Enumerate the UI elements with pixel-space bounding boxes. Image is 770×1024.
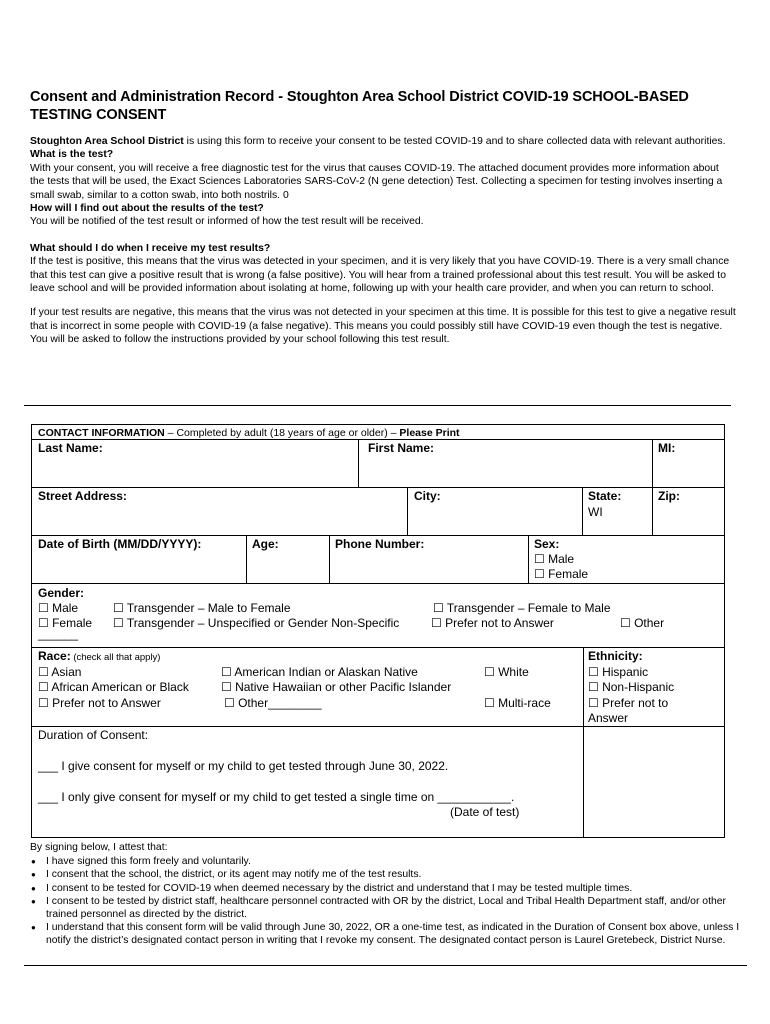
last-name-field[interactable]: [32, 455, 358, 486]
attestation-item: ● I have signed this form freely and voluntarily.: [46, 855, 742, 868]
consent-single-time-option[interactable]: ___ I only give consent for myself or my child to get tested a single time on ___________.: [38, 790, 515, 804]
phone-number-field[interactable]: [330, 551, 528, 582]
first-name-field[interactable]: [359, 455, 652, 486]
sex-option-male[interactable]: ☐ Male: [534, 552, 575, 566]
gender-option-mtf[interactable]: ☐ Transgender – Male to Female: [113, 601, 291, 615]
attestation-section: [30, 841, 742, 948]
contact-information-form: [31, 424, 725, 838]
answer-what-is-test: With your consent, you will receive a free diagnostic test for the virus that causes COVID-19. The attached document provides more information about the tests that will be used, the Exact Sciences Laboratories SARS-CoV-2 (N gene detection) Test. Collecting a specimen for testing involves inserting a small swab, similar to a cotton swab, into both nostrils. 0: [30, 162, 723, 201]
sex-label: Sex:: [534, 537, 560, 551]
attestation-item: ● I consent to be tested for COVID-19 when deemed necessary by the district and understand that I may be tested multiple times.: [46, 882, 742, 895]
gender-option-other[interactable]: ☐ Other: [620, 616, 665, 630]
attestation-intro: By signing below, I attest that:: [30, 842, 168, 853]
gender-label: Gender:: [38, 586, 85, 600]
ethnicity-label: Ethnicity:: [588, 649, 643, 663]
age-label: Age:: [252, 537, 279, 551]
zip-field[interactable]: [653, 503, 724, 534]
state-label: State:: [588, 489, 622, 503]
date-of-birth-label: Date of Birth (MM/DD/YYYY):: [38, 537, 202, 551]
ethnicity-option-hispanic[interactable]: ☐ Hispanic: [588, 665, 649, 679]
race-option-multi[interactable]: ☐ Multi-race: [484, 696, 551, 710]
phone-number-label: Phone Number:: [335, 537, 425, 551]
age-field[interactable]: [247, 551, 329, 582]
intro-section: [30, 135, 736, 347]
consent-through-june-option[interactable]: ___ I give consent for myself or my child to get tested through June 30, 2022.: [38, 759, 449, 773]
race-option-white[interactable]: ☐ White: [484, 665, 529, 679]
gender-option-male[interactable]: ☐ Male: [38, 601, 79, 615]
gender-option-ftm[interactable]: ☐ Transgender – Female to Male: [433, 601, 611, 615]
sex-option-female[interactable]: ☐ Female: [534, 567, 589, 581]
ethnicity-option-prefer-not[interactable]: ☐ Prefer not to: [588, 696, 669, 710]
answer-find-out-results: You will be notified of the test result or informed of how the test result will be received.: [30, 216, 424, 228]
district-paragraph: [30, 135, 736, 148]
race-option-hawaiian[interactable]: ☐ Native Hawaiian or other Pacific Islander: [221, 680, 452, 694]
race-option-prefer-not[interactable]: ☐ Prefer not to Answer: [38, 696, 161, 710]
district-text: is using this form to receive your consent to be tested COVID-19 and to share collected data with relevant authorities.: [183, 136, 726, 147]
last-name-label: Last Name:: [38, 441, 103, 455]
ethnicity-option-non-hispanic[interactable]: ☐ Non-Hispanic: [588, 680, 675, 694]
race-option-asian[interactable]: ☐ Asian: [38, 665, 82, 679]
gender-option-unspecified[interactable]: ☐ Transgender – Unspecified or Gender Non-Specific: [113, 616, 400, 630]
gender-option-female[interactable]: ☐ Female: [38, 616, 93, 630]
attestation-item: ● I understand that this consent form will be valid through June 30, 2022, OR a one-time test, as indicated in the Duration of Consent box above, unless I notify the district’s designated contact person in writing that I revoke my consent. The designated contact person is Laurel Gretebeck, District Nurse.: [46, 921, 742, 947]
answer-positive-results: If the test is positive, this means that the virus was detected in your specimen, and it is very likely that you have COVID-19. There is a very small chance that this test can give a positive result that is wrong (a false positive). You will hear from a trained professional about this test result. You will be asked to leave school and will be provided information about isolating at home, following up with your health care provider, and when you can return to school.: [30, 256, 730, 295]
section-divider-top: [24, 405, 731, 406]
answer-negative-results: If your test results are negative, this means that the virus was not detected in your specimen at this time. It is possible for this test to give a negative result that is incorrect in some people with COVID-19 (a false negative). This means you could possibly still have COVID-19 even though the test is negative. You will be asked to follow the instructions provided by your school following this test result.: [30, 307, 736, 346]
city-label: City:: [414, 489, 441, 503]
mi-field[interactable]: [653, 455, 724, 486]
mi-label: MI:: [658, 441, 676, 455]
contact-info-header: CONTACT INFORMATION – Completed by adult (18 years of age or older) – Please Print: [38, 427, 460, 439]
district-name: Stoughton Area School District: [30, 136, 184, 147]
race-option-other[interactable]: ☐ Other________: [224, 696, 322, 710]
question-find-out-results: How will I find out about the results of the test?: [30, 203, 264, 215]
duration-of-consent-label: Duration of Consent:: [38, 728, 149, 742]
question-what-is-test: What is the test?: [30, 149, 114, 161]
street-address-field[interactable]: [32, 503, 407, 534]
gender-other-blank[interactable]: ______: [38, 627, 79, 641]
street-address-label: Street Address:: [38, 489, 127, 503]
ethnicity-option-answer: Answer: [588, 711, 629, 725]
form-title: Consent and Administration Record - Stoughton Area School District COVID-19 SCHOOL-BASED TESTING CONSENT: [30, 89, 689, 123]
zip-label: Zip:: [658, 489, 680, 503]
date-of-birth-field[interactable]: [32, 551, 246, 582]
attestation-list: [30, 855, 742, 947]
section-divider-bottom: [24, 965, 747, 966]
first-name-label: First Name:: [368, 441, 435, 455]
gender-option-prefer-not[interactable]: ☐ Prefer not to Answer: [431, 616, 554, 630]
attestation-item: ● I consent to be tested by district staff, healthcare personnel contracted with OR by the district, Local and Tribal Health Department staff, and/or other trained personnel as directed by the district.: [46, 895, 742, 921]
date-of-test-caption: (Date of test): [450, 805, 520, 819]
city-field[interactable]: [408, 503, 582, 534]
state-value[interactable]: WI: [588, 505, 603, 519]
race-option-native[interactable]: ☐ American Indian or Alaskan Native: [221, 665, 418, 679]
attestation-item: ● I consent that the school, the district, or its agent may notify me of the test results.: [46, 868, 742, 881]
question-receive-results: What should I do when I receive my test results?: [30, 242, 271, 254]
race-label: Race: (check all that apply): [38, 649, 161, 663]
race-option-black[interactable]: ☐ African American or Black: [38, 680, 189, 694]
